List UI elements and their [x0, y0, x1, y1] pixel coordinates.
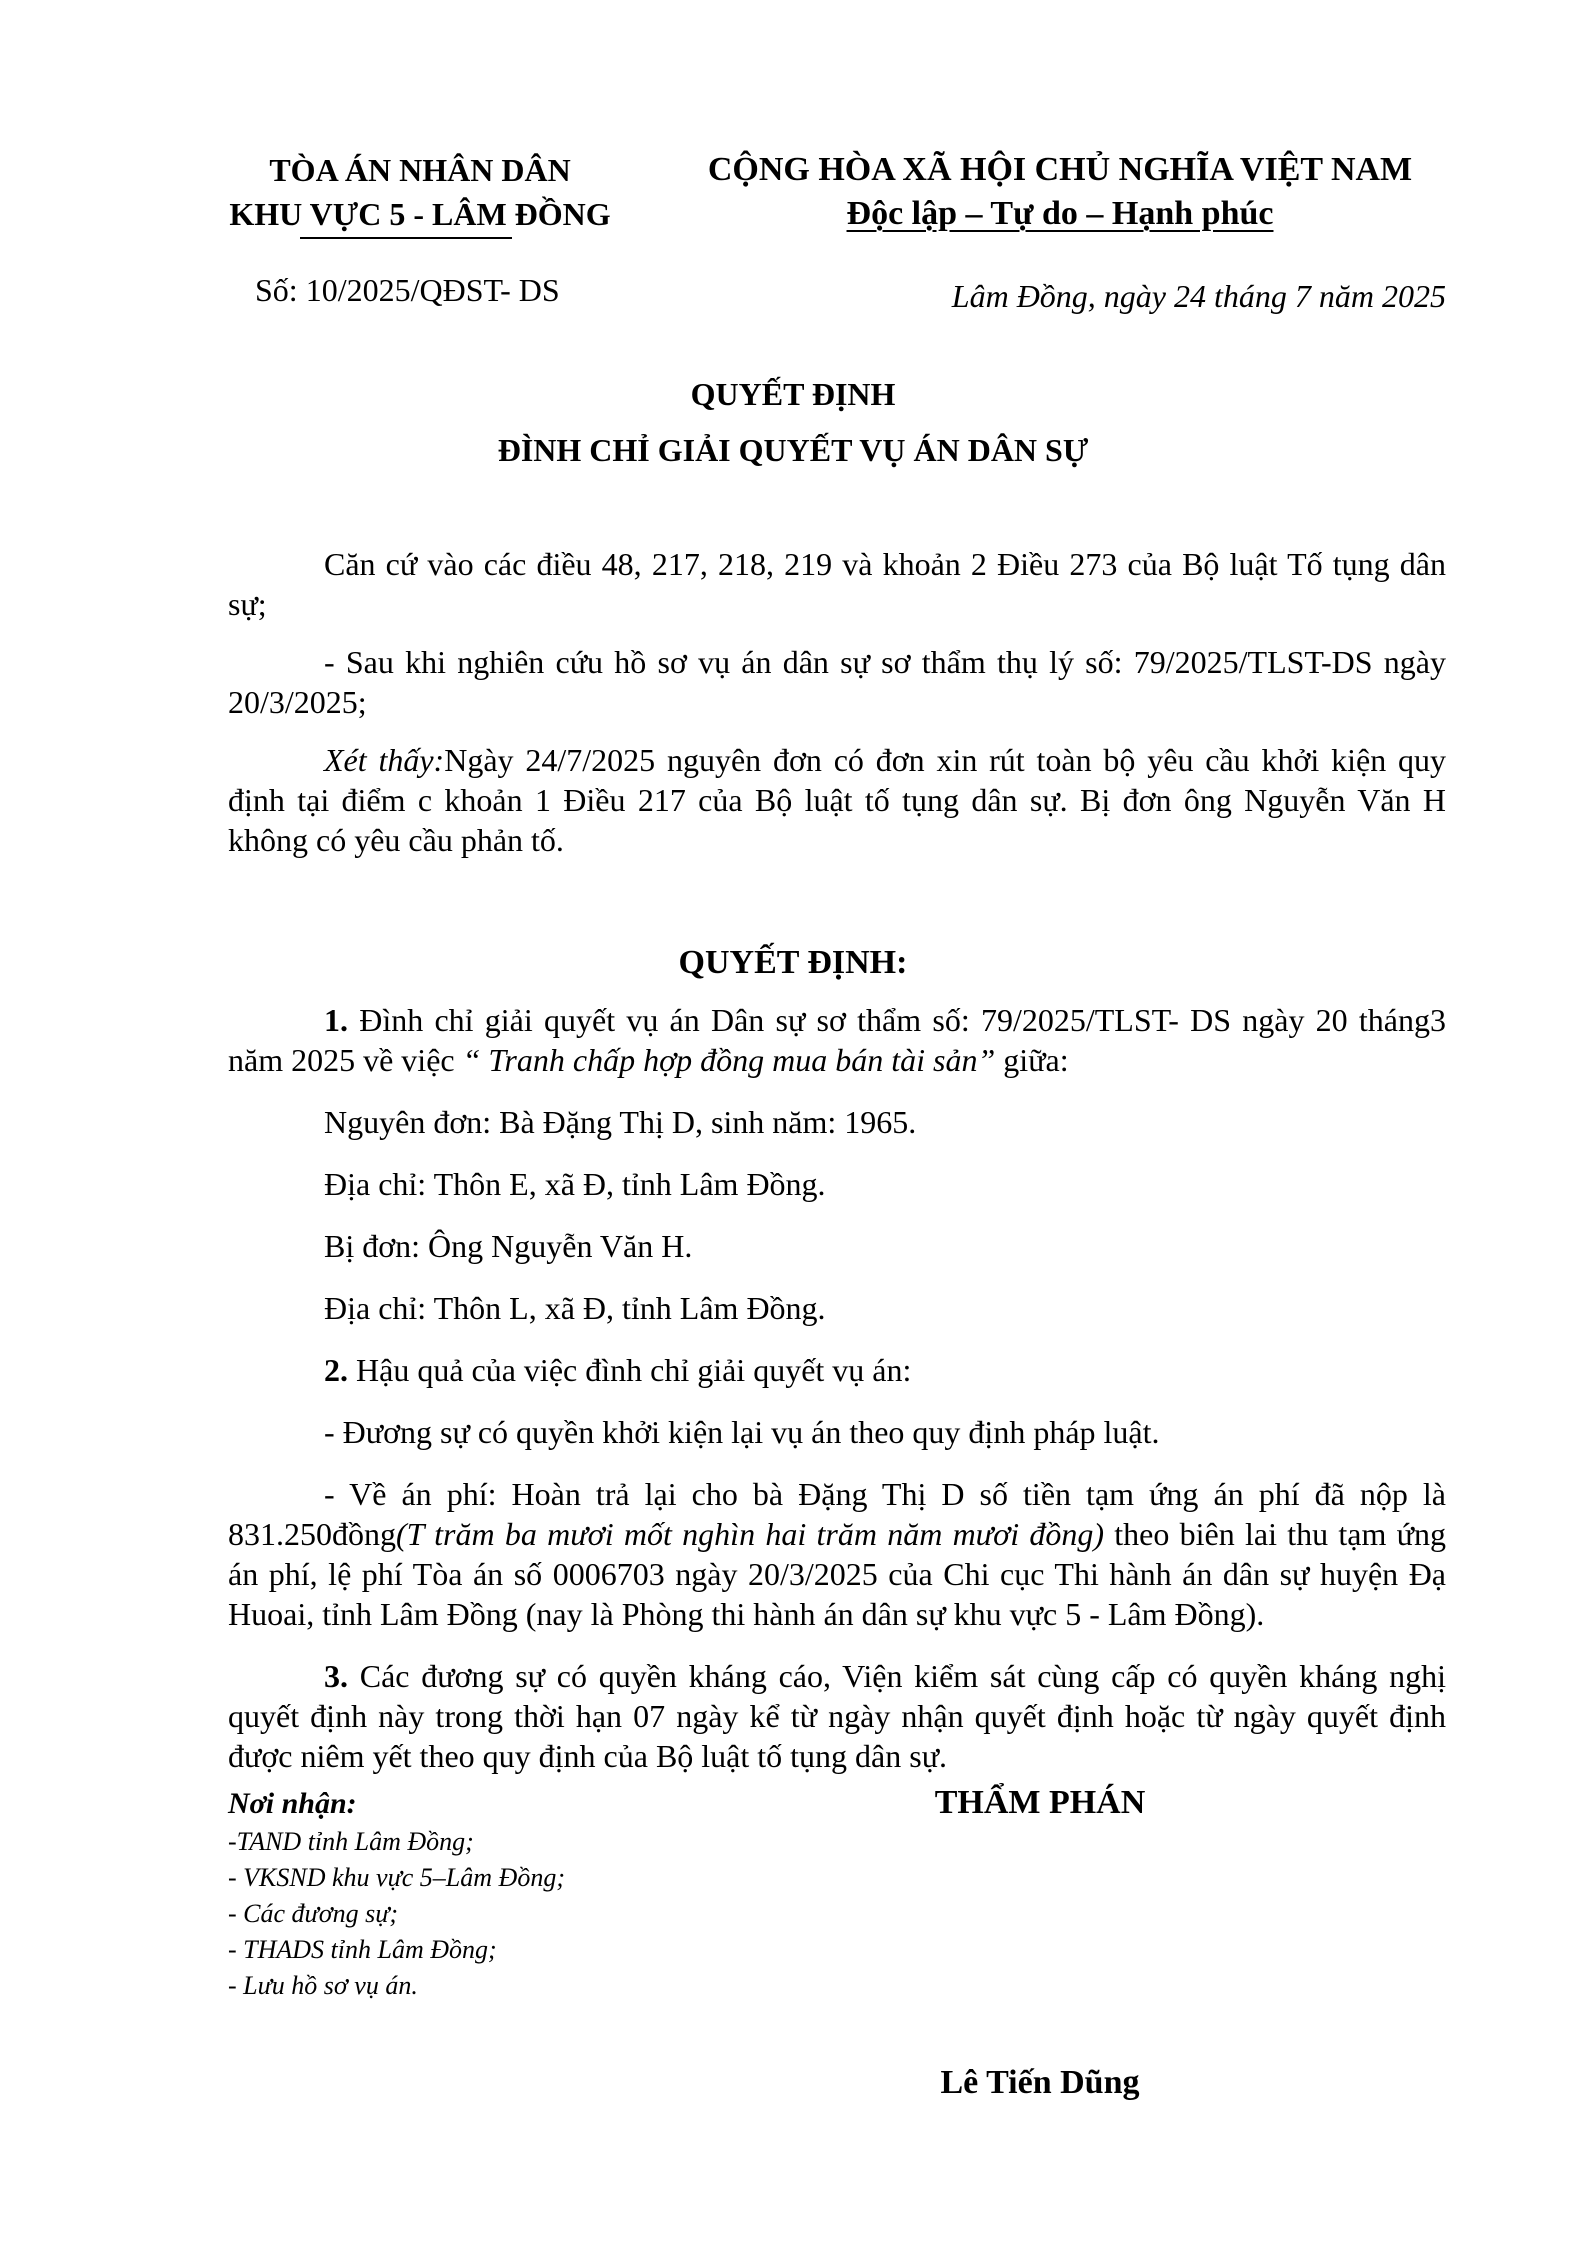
item-3-number: 3.	[324, 1658, 348, 1694]
preamble	[228, 544, 1446, 860]
court-name-line1: TÒA ÁN NHÂN DÂN	[269, 152, 571, 188]
recipient-item: - Các đương sự;	[228, 1899, 399, 1928]
decision-item-1	[228, 1000, 1446, 1080]
plaintiff: Nguyên đơn: Bà Đặng Thị D, sinh năm: 1965.	[324, 1104, 917, 1140]
document-date: Lâm Đồng, ngày 24 tháng 7 năm 2025	[951, 278, 1446, 314]
court-fee-text: - Về án phí: Hoàn trả lại cho bà Đặng Thị D số tiền tạm ứng án phí đã nộp là 831.250đồng	[228, 1476, 1446, 1552]
document-title: QUYẾT ĐỊNH	[690, 376, 896, 412]
recipient-item: - VKSND khu vực 5–Lâm Đồng;	[228, 1863, 565, 1892]
decision-heading: QUYẾT ĐỊNH:	[678, 944, 908, 981]
nation-name: CỘNG HÒA XÃ HỘI CHỦ NGHĨA VIỆT NAM	[707, 151, 1413, 188]
national-motto: Độc lập – Tự do – Hạnh phúc	[846, 195, 1274, 232]
findings-text: Ngày 24/7/2025 nguyên đơn có đơn xin rút toàn bộ yêu cầu khởi kiện quy định tại điểm c khoản 1 Điều 217 của Bộ luật tố tụng dân sự. Bị đơn ông Nguyễn Văn H không có yêu cầu phản tố.	[228, 742, 1447, 858]
recipient-item: -TAND tỉnh Lâm Đồng;	[228, 1827, 474, 1856]
recipient-item: - Lưu hồ sơ vụ án.	[228, 1971, 418, 2000]
item-1-text: Đình chỉ giải quyết vụ án Dân sự sơ thẩm số: 79/2025/TLST- DS ngày 20 tháng3 năm 2025 về việc	[228, 1002, 1446, 1078]
court-name-line2: KHU VỰC 5 - LÂM ĐỒNG	[229, 196, 611, 232]
decision-item-3	[228, 1656, 1446, 1776]
item-2-number: 2.	[324, 1352, 348, 1388]
item-1-text-end: giữa:	[995, 1042, 1069, 1078]
nation-header-block	[665, 148, 1455, 236]
item-2-text: Hậu quả của việc đình chỉ giải quyết vụ án:	[348, 1352, 912, 1388]
item-3-text: Các đương sự có quyền kháng cáo, Viện kiểm sát cùng cấp có quyền kháng nghị quyết định này trong thời hạn 07 ngày kể từ ngày nhận quyết định hoặc từ ngày quyết định được niêm yết theo quy định của Bộ luật tố tụng dân sự.	[228, 1658, 1446, 1774]
court-fee-receipt: theo biên lai thu tạm ứng án phí, lệ phí Tòa án số 0006703 ngày 20/3/2025 của Chi cục Thi hành án dân sự huyện Đạ Huoai, tỉnh Lâm Đồng (nay là Phòng thi hành án dân sự khu vực 5 - Lâm Đồng).	[228, 1516, 1447, 1632]
item-1-number: 1.	[324, 1002, 348, 1038]
decision-item-2	[228, 1350, 1446, 1390]
signature-role: THẨM PHÁN	[934, 1784, 1146, 1821]
defendant-address: Địa chỉ: Thôn L, xã Đ, tỉnh Lâm Đồng.	[324, 1290, 826, 1326]
case-file-review: - Sau khi nghiên cứu hồ sơ vụ án dân sự sơ thẩm thụ lý số: 79/2025/TLST-DS ngày 20/3/2025;	[228, 644, 1446, 720]
defendant: Bị đơn: Ông Nguyễn Văn H.	[324, 1228, 693, 1264]
recipient-item: - THADS tỉnh Lâm Đồng;	[228, 1935, 497, 1964]
document-subtitle: ĐÌNH CHỈ GIẢI QUYẾT VỤ ÁN DÂN SỰ	[497, 432, 1089, 468]
signatory-name: Lê Tiến Dũng	[940, 2064, 1140, 2101]
court-fee-in-words: (T trăm ba mươi mốt nghìn hai trăm năm mươi đồng)	[396, 1516, 1105, 1552]
decision-body	[228, 1000, 1446, 1776]
recipients-title: Nơi nhận:	[228, 1787, 357, 1820]
case-type: “ Tranh chấp hợp đồng mua bán tài sản”	[462, 1042, 996, 1078]
findings-label: Xét thấy:	[324, 742, 445, 778]
legal-basis: Căn cứ vào các điều 48, 217, 218, 219 và khoản 2 Điều 273 của Bộ luật Tố tụng dân sự;	[228, 546, 1446, 622]
recipients-block	[228, 1784, 565, 2004]
court-fee-refund	[228, 1474, 1446, 1634]
court-divider	[300, 237, 512, 239]
right-to-resue: - Đương sự có quyền khởi kiện lại vụ án theo quy định pháp luật.	[324, 1414, 1160, 1450]
document-number: Số: 10/2025/QĐST- DS	[255, 272, 560, 308]
findings	[228, 740, 1446, 860]
court-name-block	[190, 148, 650, 236]
plaintiff-address: Địa chỉ: Thôn E, xã Đ, tỉnh Lâm Đồng.	[324, 1166, 826, 1202]
